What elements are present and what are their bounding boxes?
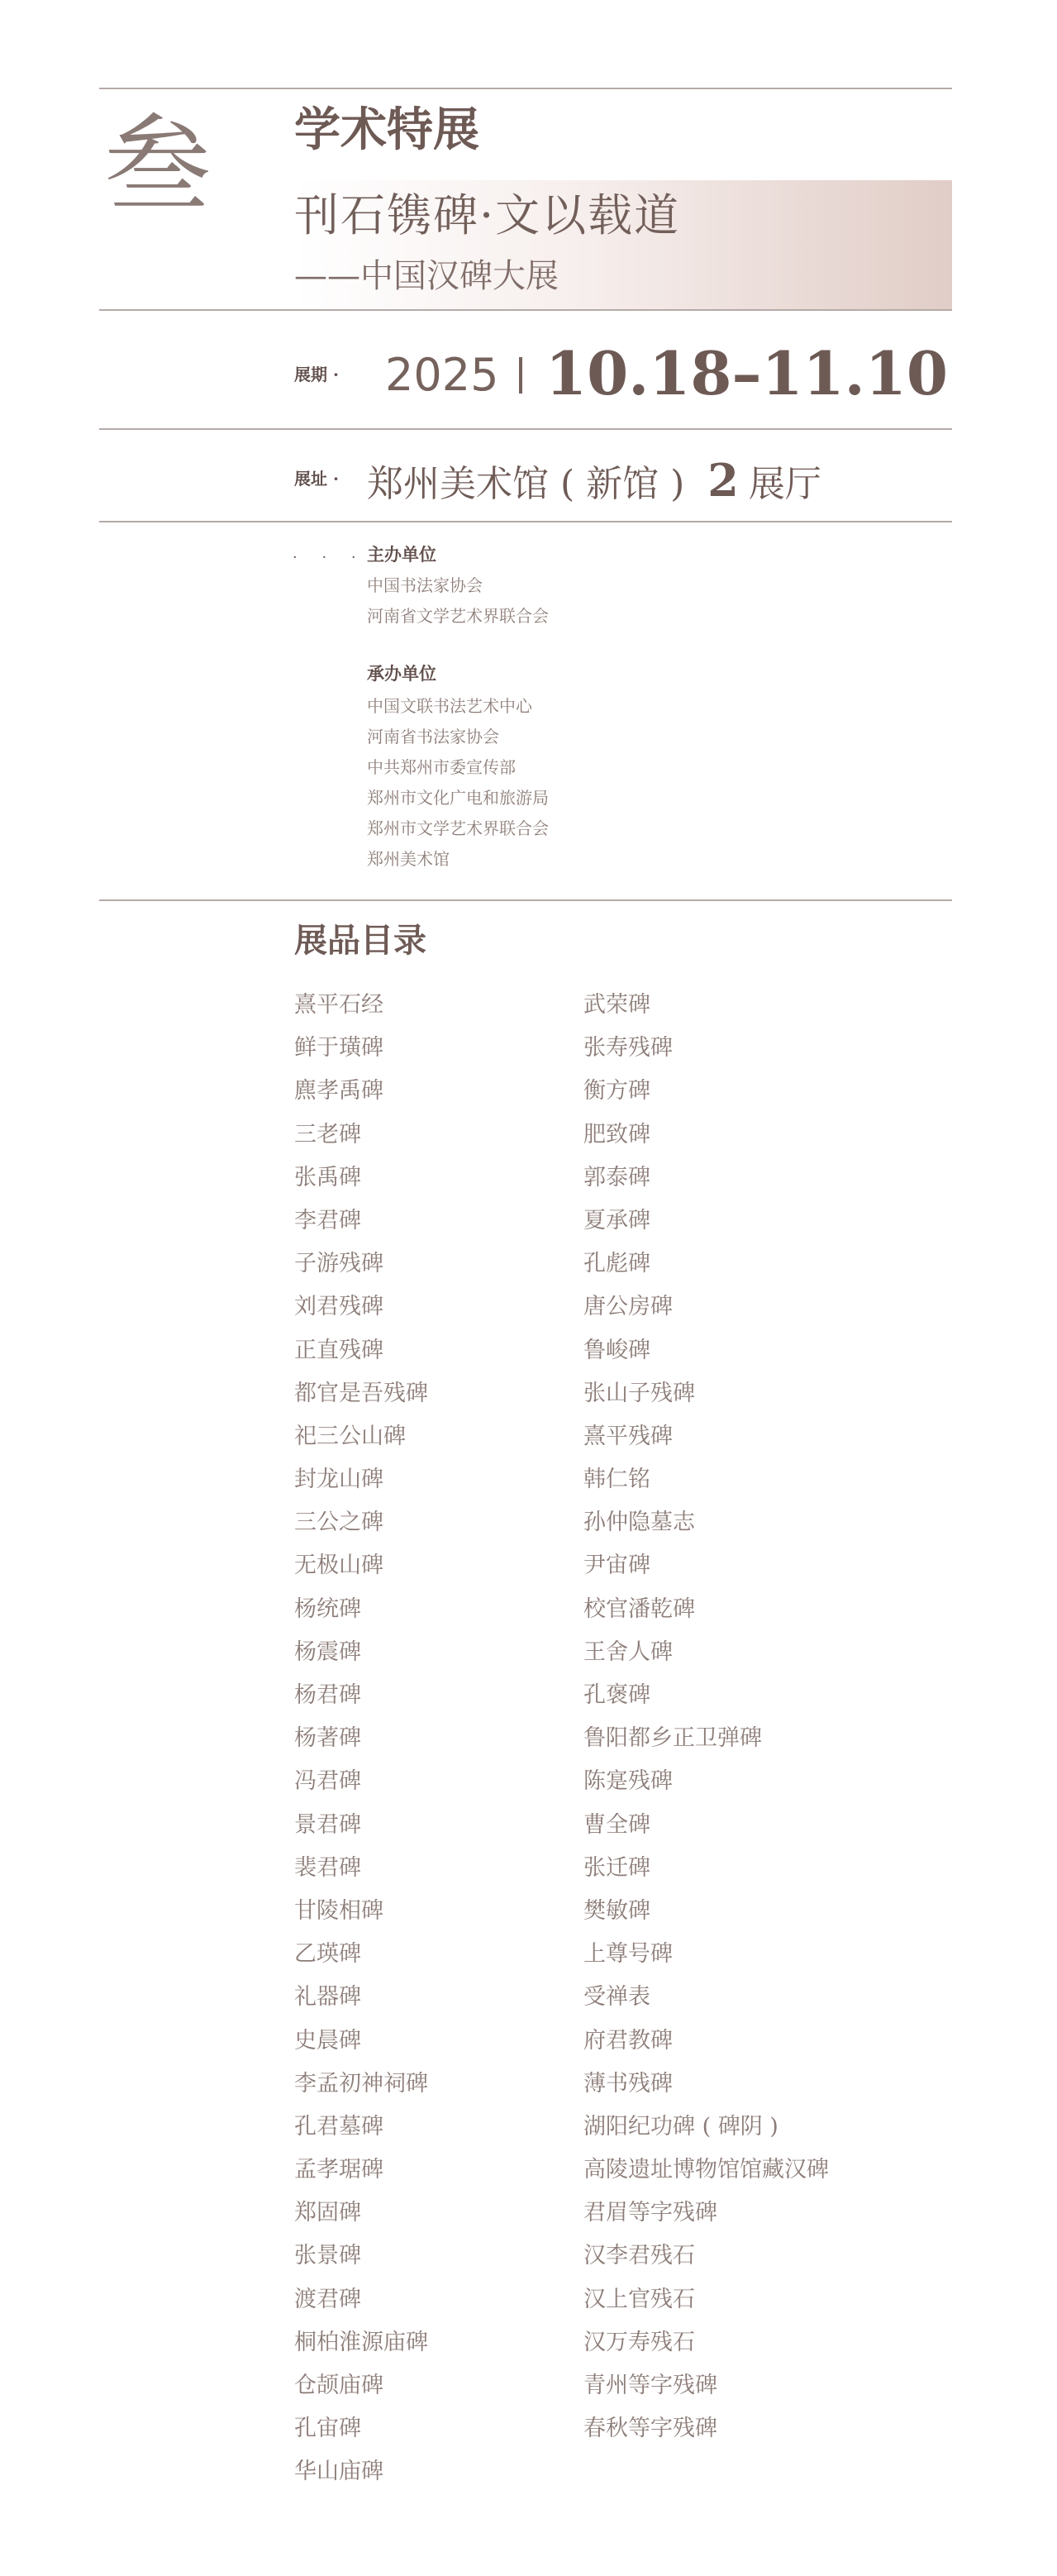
undertaker-heading: 承办单位 (367, 663, 436, 684)
catalog-item: 孔君墓碑 (294, 2113, 383, 2140)
catalog-item: 鲁峻碑 (583, 1337, 650, 1363)
catalog-item: 无极山碑 (294, 1553, 383, 1579)
venue-rule (99, 521, 952, 522)
catalog-item: 渡君碑 (294, 2286, 361, 2312)
undertaker-item: 中共郑州市委宣传部 (367, 757, 516, 777)
catalog-item: 杨统碑 (294, 1596, 361, 1622)
dates-rule (99, 428, 952, 430)
venue-hall-number: 2 (707, 454, 739, 507)
catalog-item: 乙瑛碑 (294, 1941, 361, 1968)
catalog-item: 夏承碑 (583, 1207, 650, 1233)
catalog-item: 麃孝禹碑 (294, 1078, 383, 1104)
catalog-left-column (294, 984, 428, 2494)
catalog-item: 正直残碑 (294, 1337, 383, 1363)
catalog-item: 武荣碑 (583, 992, 650, 1018)
catalog-item: 熹平石经 (294, 992, 383, 1018)
undertaker-item: 郑州市文学艺术界联合会 (367, 818, 549, 838)
undertaker-item: 郑州美术馆 (367, 849, 450, 869)
catalog-item: 杨君碑 (294, 1682, 361, 1708)
catalog-item: 礼器碑 (294, 1984, 361, 2011)
catalog-item: 封龙山碑 (294, 1467, 383, 1493)
undertaker-item: 河南省书法家协会 (367, 727, 499, 747)
host-item: 中国书法家协会 (367, 575, 483, 595)
catalog-item: 李君碑 (294, 1207, 361, 1233)
catalog-item: 曹全碑 (583, 1811, 650, 1838)
catalog-right-column (583, 984, 829, 2450)
catalog-item: 汉上官残石 (583, 2286, 695, 2312)
venue-hall-suffix: 展厅 (748, 463, 821, 505)
catalog-item: 鲜于璜碑 (294, 1035, 383, 1061)
catalog-item: 孟孝琚碑 (294, 2157, 383, 2183)
catalog-item: 君眉等字残碑 (583, 2200, 717, 2226)
catalog-item: 张景碑 (294, 2243, 361, 2269)
organizers-dots: · · · (293, 549, 366, 566)
catalog-heading: 展品目录 (294, 921, 426, 960)
organizers-rule (99, 899, 952, 901)
catalog-item: 尹宙碑 (583, 1553, 650, 1579)
catalog-item: 张禹碑 (294, 1164, 361, 1190)
catalog-item: 汉李君残石 (583, 2243, 695, 2269)
catalog-item: 王舍人碑 (583, 1639, 673, 1665)
catalog-item: 高陵遗址博物馆馆藏汉碑 (583, 2157, 829, 2183)
section-numeral: 叁 (103, 103, 212, 228)
venue-name: 郑州美术馆 ( 新馆 ) (367, 463, 685, 505)
venue-label: 展址 · (294, 469, 339, 489)
catalog-item: 肥致碑 (583, 1121, 650, 1147)
catalog-item: 孔宙碑 (294, 2416, 361, 2442)
catalog-item: 史晨碑 (294, 2027, 361, 2054)
undertaker-item: 中国文联书法艺术中心 (367, 696, 532, 716)
catalog-item: 甘陵相碑 (294, 1897, 383, 1924)
catalog-item: 鲁阳都乡正卫弹碑 (583, 1725, 762, 1752)
catalog-item: 都官是吾残碑 (294, 1380, 428, 1406)
catalog-item: 李孟初神祠碑 (294, 2070, 428, 2097)
catalog-item: 裴君碑 (294, 1854, 361, 1881)
catalog-item: 青州等字残碑 (583, 2373, 717, 2398)
catalog-item: 祀三公山碑 (294, 1423, 406, 1449)
catalog-item: 孙仲隐墓志 (583, 1510, 695, 1536)
catalog-item: 刘君残碑 (294, 1294, 383, 1320)
catalog-item: 三公之碑 (294, 1510, 383, 1536)
host-list (367, 570, 549, 632)
dates-label: 展期 · (294, 365, 339, 384)
catalog-item: 薄书残碑 (583, 2070, 673, 2097)
top-rule (99, 88, 952, 89)
catalog-item: 衡方碑 (583, 1078, 650, 1104)
catalog-item: 孔彪碑 (583, 1251, 650, 1277)
catalog-item: 孔褒碑 (583, 1682, 650, 1708)
catalog-item: 唐公房碑 (583, 1294, 673, 1320)
title-rule (99, 309, 952, 311)
catalog-item: 桐柏淮源庙碑 (294, 2329, 428, 2355)
catalog-item: 杨震碑 (294, 1639, 361, 1665)
catalog-item: 湖阳纪功碑 ( 碑阴 ) (583, 2113, 778, 2140)
host-heading: 主办单位 (367, 544, 436, 565)
undertaker-item: 郑州市文化广电和旅游局 (367, 788, 549, 808)
catalog-item: 郑固碑 (294, 2200, 361, 2226)
catalog-item: 张山子残碑 (583, 1380, 695, 1406)
catalog-item: 府君教碑 (583, 2027, 673, 2054)
exhibition-subtitle: ——中国汉碑大展 (294, 257, 559, 295)
catalog-item: 陈寔残碑 (583, 1768, 673, 1795)
venue-line (367, 453, 821, 512)
catalog-item: 春秋等字残碑 (583, 2416, 717, 2442)
catalog-item: 上尊号碑 (583, 1941, 673, 1968)
catalog-item: 张迁碑 (583, 1854, 650, 1881)
host-item: 河南省文学艺术界联合会 (367, 606, 549, 626)
catalog-item: 汉万寿残石 (583, 2329, 695, 2355)
catalog-item: 韩仁铭 (583, 1467, 650, 1493)
catalog-item: 景君碑 (294, 1811, 361, 1838)
exhibition-title: 刊石镌碑·文以载道 (294, 189, 681, 241)
catalog-item: 冯君碑 (294, 1768, 361, 1795)
dates-separator (519, 357, 522, 394)
catalog-item: 校官潘乾碑 (583, 1596, 695, 1622)
catalog-item: 子游残碑 (294, 1251, 383, 1277)
catalog-item: 郭泰碑 (583, 1164, 650, 1190)
catalog-item: 三老碑 (294, 1121, 361, 1147)
catalog-item: 熹平残碑 (583, 1423, 673, 1449)
dates-year: 2025 (385, 349, 499, 401)
section-category: 学术特展 (294, 103, 479, 157)
catalog-item: 华山庙碑 (294, 2459, 383, 2485)
catalog-item: 仓颉庙碑 (294, 2373, 383, 2398)
catalog-item: 杨著碑 (294, 1725, 361, 1752)
catalog-item: 受禅表 (583, 1984, 650, 2011)
dates-range: 10.18–11.10 (545, 338, 948, 408)
catalog-item: 樊敏碑 (583, 1897, 650, 1924)
undertaker-list (367, 691, 549, 875)
catalog-item: 张寿残碑 (583, 1035, 673, 1061)
